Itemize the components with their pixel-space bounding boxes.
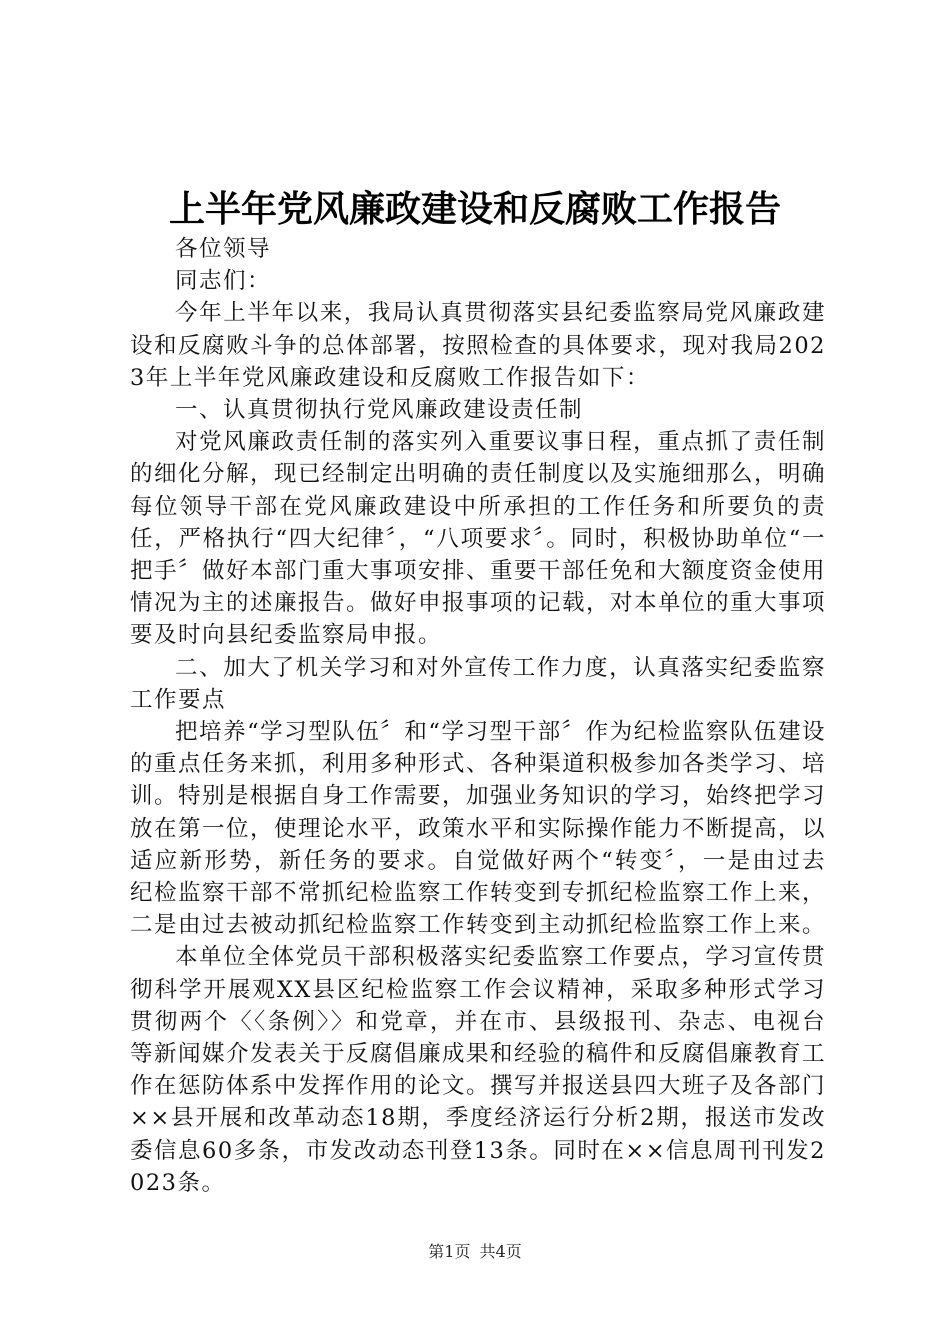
salutation-comrades: 同志们： xyxy=(175,268,272,295)
section-heading-2: 二、加大了机关学习和对外宣传工作力度，认真落实纪委监察工作要点 xyxy=(130,654,826,713)
section-heading-1: 一、认真贯彻执行党风廉政建设责任制 xyxy=(175,397,584,424)
page-total: 共4页 xyxy=(479,1242,522,1261)
section-2-paragraph-2: 本单位全体党员干部积极落实纪委监察工作要点，学习宣传贯彻科学开展观XX县区纪检监察工作会议精神，采取多种形式学习贯彻两个〈〈条例〉〉和党章，并在市、县级报刊、杂志、电视台等新闻媒介发表关于反腐倡廉成果和经验的稿件和反腐倡廉教育工作在惩防体系中发挥作用的论文。撰写并报送县四大班子及各部门××县开展和改革动态18期，季度经济运行分析2期，报送市发改委信息60多条，市发改动态刊登13条。同时在××信息周刊刊发2023条。 xyxy=(130,944,827,1196)
document-title: 上半年党风廉政建设和反腐败工作报告 xyxy=(168,188,781,230)
page-number: 第1页 xyxy=(428,1242,471,1261)
section-1-paragraph: 对党风廉政责任制的落实列入重要议事日程，重点抓了责任制的细化分解，现已经制定出明确的责任制度以及实施细那么，明确每位领导干部在党风廉政建设中所承担的工作任务和所要负的责任，严格执行“四大纪律〞，“八项要求〞。同时，积极协助单位“一把手〞做好本部门重大事项安排、重要干部任免和大额度资金使用情况为主的述廉报告。做好申报事项的记载，对本单位的重大事项要及时向县纪委监察局申报。 xyxy=(130,429,827,649)
section-2-paragraph-1: 把培养“学习型队伍〞和“学习型干部〞作为纪检监察队伍建设的重点任务来抓，利用多种形式、各种渠道积极参加各类学习、培训。特别是根据自身工作需要，加强业务知识的学习，始终把学习放在第一位，使理论水平，政策水平和实际操作能力不断提高，以适应新形势，新任务的要求。自觉做好两个“转变〞，一是由过去纪检监察干部不常抓纪检监察工作转变到专抓纪检监察工作上来，二是由过去被动抓纪检监察工作转变到主动抓纪检监察工作上来。 xyxy=(130,719,827,939)
page-footer xyxy=(0,1240,950,1264)
document-body xyxy=(130,233,826,1199)
intro-paragraph: 今年上半年以来，我局认真贯彻落实县纪委监察局党风廉政建设和反腐败斗争的总体部署，按照检查的具体要求，现对我局2023年上半年党风廉政建设和反腐败工作报告如下： xyxy=(130,300,826,391)
salutation-leaders: 各位领导 xyxy=(175,236,272,262)
